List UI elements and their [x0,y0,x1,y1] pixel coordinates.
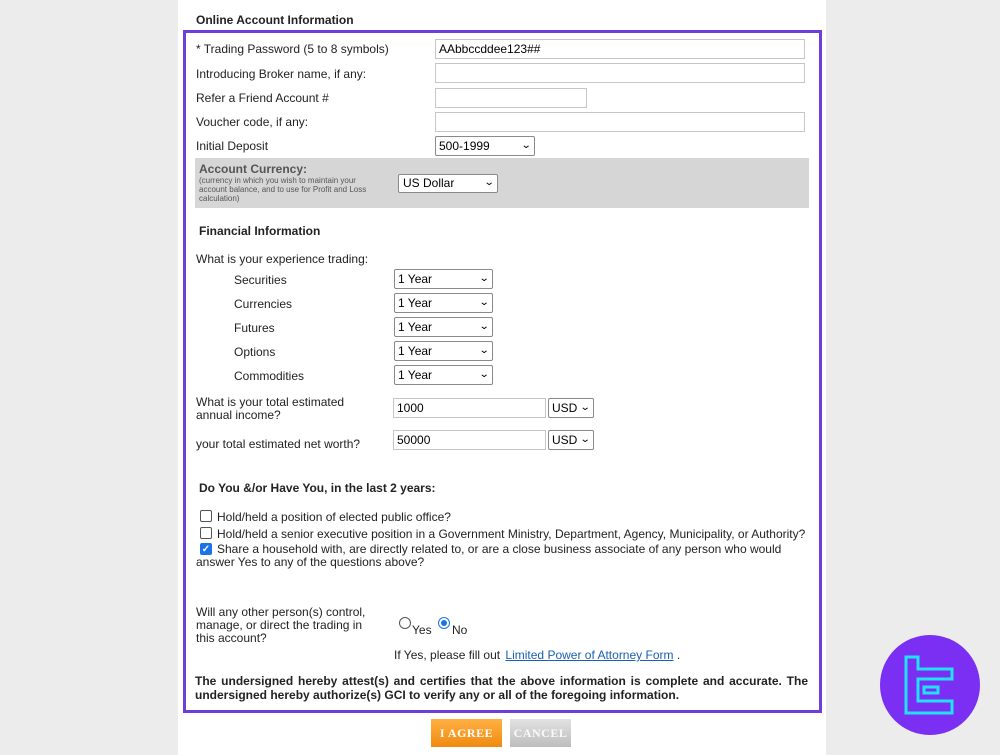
section-title-online-account: Online Account Information [196,13,354,27]
experience-value-currencies: 1 Year [398,296,433,310]
chevron-down-icon: ⌄ [478,273,490,284]
checkbox-label-elected-office: Hold/held a position of elected public office? [217,510,451,524]
annual-income-input[interactable] [393,398,546,418]
account-currency-select[interactable] [398,174,498,193]
initial-deposit-value: 500-1999 [439,139,490,153]
chevron-down-icon: ⌄ [478,297,490,308]
experience-question: What is your experience trading: [196,252,369,266]
initial-deposit-select[interactable] [435,136,535,156]
experience-value-options: 1 Year [398,344,433,358]
radio-label-yes: Yes [412,623,432,637]
section-title-financial: Financial Information [199,224,321,238]
annual-income-currency-select[interactable] [548,398,594,418]
trading-password-label: * Trading Password (5 to 8 symbols) [196,42,389,56]
poa-note-suffix: . [676,648,681,662]
experience-value-commodities: 1 Year [398,368,433,382]
chevron-down-icon: ⌄ [478,345,490,356]
poa-note [394,648,680,662]
account-currency-value: US Dollar [403,176,455,190]
account-currency-note: (currency in which you wish to maintain your account balance, and to use for Profit and Loss calculation) [199,176,367,203]
experience-label-commodities: Commodities [234,369,305,383]
net-worth-currency-value: USD [552,433,578,447]
experience-label-options: Options [234,345,276,359]
poa-form-link[interactable]: Limited Power of Attorney Form [505,648,674,662]
refer-friend-input[interactable] [435,88,587,108]
experience-select-options[interactable] [394,341,493,361]
experience-select-securities[interactable] [394,269,493,289]
annual-income-label: What is your total estimated annual income? [196,395,345,422]
net-worth-input[interactable] [393,430,546,450]
chevron-down-icon: ⌄ [579,434,591,445]
control-question: Will any other person(s) control, manage, or direct the trading in this account? [196,605,366,645]
experience-select-commodities[interactable] [394,365,493,385]
attestation-text: The undersigned hereby attest(s) and certifies that the above information is complete and accurate. The undersigned hereby authorize(s) GCI to verify any or all of the foregoing information. [195,674,808,702]
experience-value-futures: 1 Year [398,320,433,334]
cancel-button[interactable]: CANCEL [510,719,571,747]
checkbox-related-person[interactable]: ✓ [201,544,211,555]
voucher-input[interactable] [435,112,805,132]
brand-badge [880,635,980,735]
radio-control-no[interactable] [438,617,450,629]
experience-select-futures[interactable] [394,317,493,337]
net-worth-label: your total estimated net worth? [196,437,361,451]
introducing-broker-input[interactable] [435,63,805,83]
experience-label-futures: Futures [234,321,275,335]
chevron-down-icon: ⌄ [483,177,495,188]
chevron-down-icon: ⌄ [520,140,532,151]
experience-label-securities: Securities [234,273,287,287]
trading-password-input[interactable] [435,39,805,59]
checkbox-government-position[interactable] [200,527,212,539]
radio-label-no: No [452,623,468,637]
checkbox-label-government-position: Hold/held a senior executive position in a Government Ministry, Department, Agency, Municipality, or Authority? [217,527,806,541]
experience-select-currencies[interactable] [394,293,493,313]
annual-income-currency-value: USD [552,401,578,415]
tl-logo-icon [880,635,980,735]
account-currency-title: Account Currency: [199,162,308,176]
poa-note-prefix: If Yes, please fill out [394,648,501,662]
radio-control-yes[interactable] [399,617,411,629]
section-title-last-two-years: Do You &/or Have You, in the last 2 years: [199,481,436,495]
initial-deposit-label: Initial Deposit [196,139,269,153]
experience-label-currencies: Currencies [234,297,293,311]
chevron-down-icon: ⌄ [478,321,490,332]
agree-button[interactable]: I AGREE [431,719,502,747]
chevron-down-icon: ⌄ [579,402,591,413]
refer-friend-label: Refer a Friend Account # [196,91,329,105]
chevron-down-icon: ⌄ [478,369,490,380]
voucher-label: Voucher code, if any: [196,115,309,129]
checkbox-label-related-person: Share a household with, are directly related to, or are a close business associate of any person who would answer Yes to any of the questions above? [196,542,782,569]
checkbox-elected-office[interactable] [200,510,212,522]
introducing-broker-label: Introducing Broker name, if any: [196,67,367,81]
experience-value-securities: 1 Year [398,272,433,286]
net-worth-currency-select[interactable] [548,430,594,450]
